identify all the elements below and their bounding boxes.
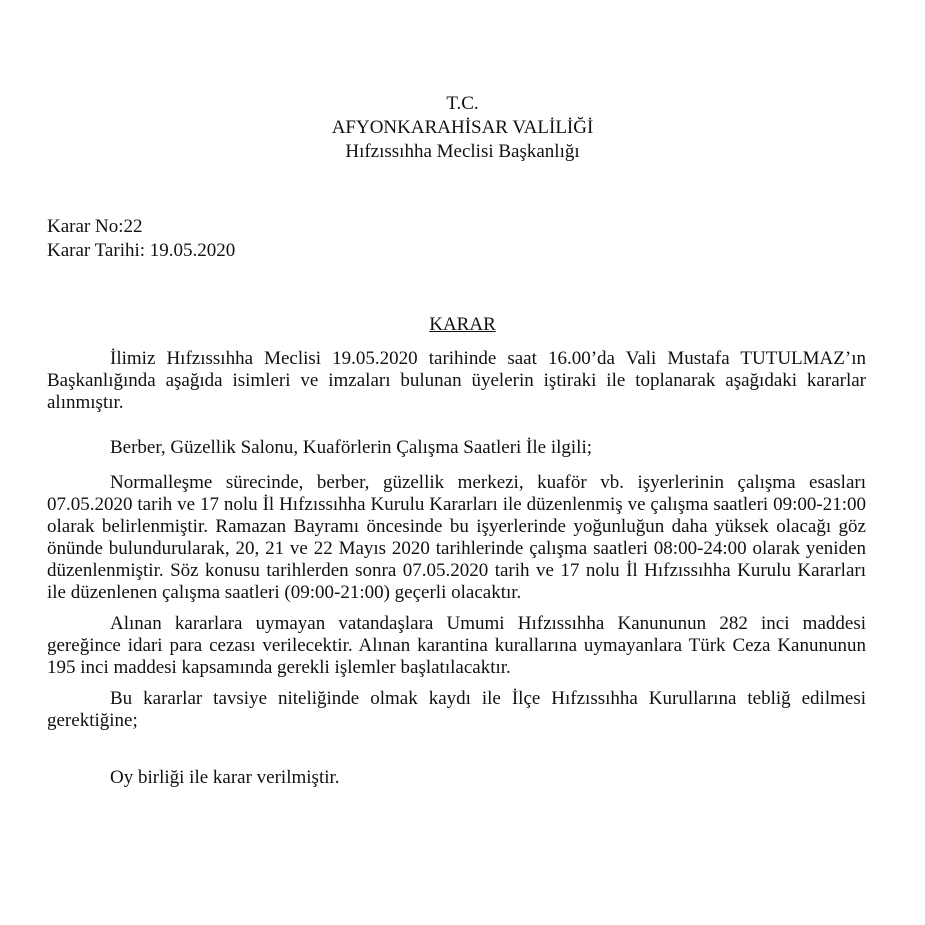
document-title: KARAR <box>429 314 496 335</box>
header-council: Hıfzıssıhha Meclisi Başkanlığı <box>345 141 580 162</box>
paragraph-notification: Bu kararlar tavsiye niteliğinde olmak kaydı ile İlçe Hıfzıssıhha Kurullarına tebliğ edilmesi gerektiğine; <box>47 688 866 731</box>
decision-meta <box>47 215 235 263</box>
paragraph-penalties: Alınan kararlara uymayan vatandaşlara Umumi Hıfzıssıhha Kanununun 282 inci maddesi gereğince idari para cezası verilecektir. Alınan karantina kurallarına uymayanlara Türk Ceza Kanununun 195 inci maddesi kapsamında gerekli işlemler başlatılacaktır. <box>47 613 866 678</box>
paragraph-subject: Berber, Güzellik Salonu, Kuaförlerin Çalışma Saatleri İle ilgili; <box>110 437 593 458</box>
decision-date: Karar Tarihi: 19.05.2020 <box>47 240 236 261</box>
paragraph-working-hours: Normalleşme sürecinde, berber, güzellik merkezi, kuaför vb. işyerlerinin çalışma esasları 07.05.2020 tarih ve 17 nolu İl Hıfzıssıhha Kurulu Kararları ile düzenlenmiş ve çalışma saatleri 09:00-21:00 olarak belirlenmiştir. Ramazan Bayramı öncesinde bu işyerlerinde yoğunluğun daha yüksek olacağı göz önünde bulundurularak, 20, 21 ve 22 Mayıs 2020 tarihlerinde çalışma saatleri 08:00-24:00 olarak yeniden düzenlenmiştir. Söz konusu tarihlerden sonra 07.05.2020 tarih ve 17 nolu İl Hıfzıssıhha Kurulu Kararları ile düzenlenen çalışma saatleri (09:00-21:00) geçerli olacaktır. <box>47 472 866 603</box>
paragraph-intro: İlimiz Hıfzıssıhha Meclisi 19.05.2020 tarihinde saat 16.00’da Vali Mustafa TUTULMAZ’ın Başkanlığında aşağıda isimleri ve imzaları bulunan üyelerin iştiraki ile toplanarak aşağıdaki kararlar alınmıştır. <box>47 348 866 413</box>
header-tc: T.C. <box>446 93 479 114</box>
document-header <box>0 92 925 164</box>
paragraph-unanimous: Oy birliği ile karar verilmiştir. <box>110 767 340 788</box>
header-governorship: AFYONKARAHİSAR VALİLİĞİ <box>331 117 594 138</box>
document-body <box>47 348 866 789</box>
decision-number: Karar No:22 <box>47 216 143 237</box>
